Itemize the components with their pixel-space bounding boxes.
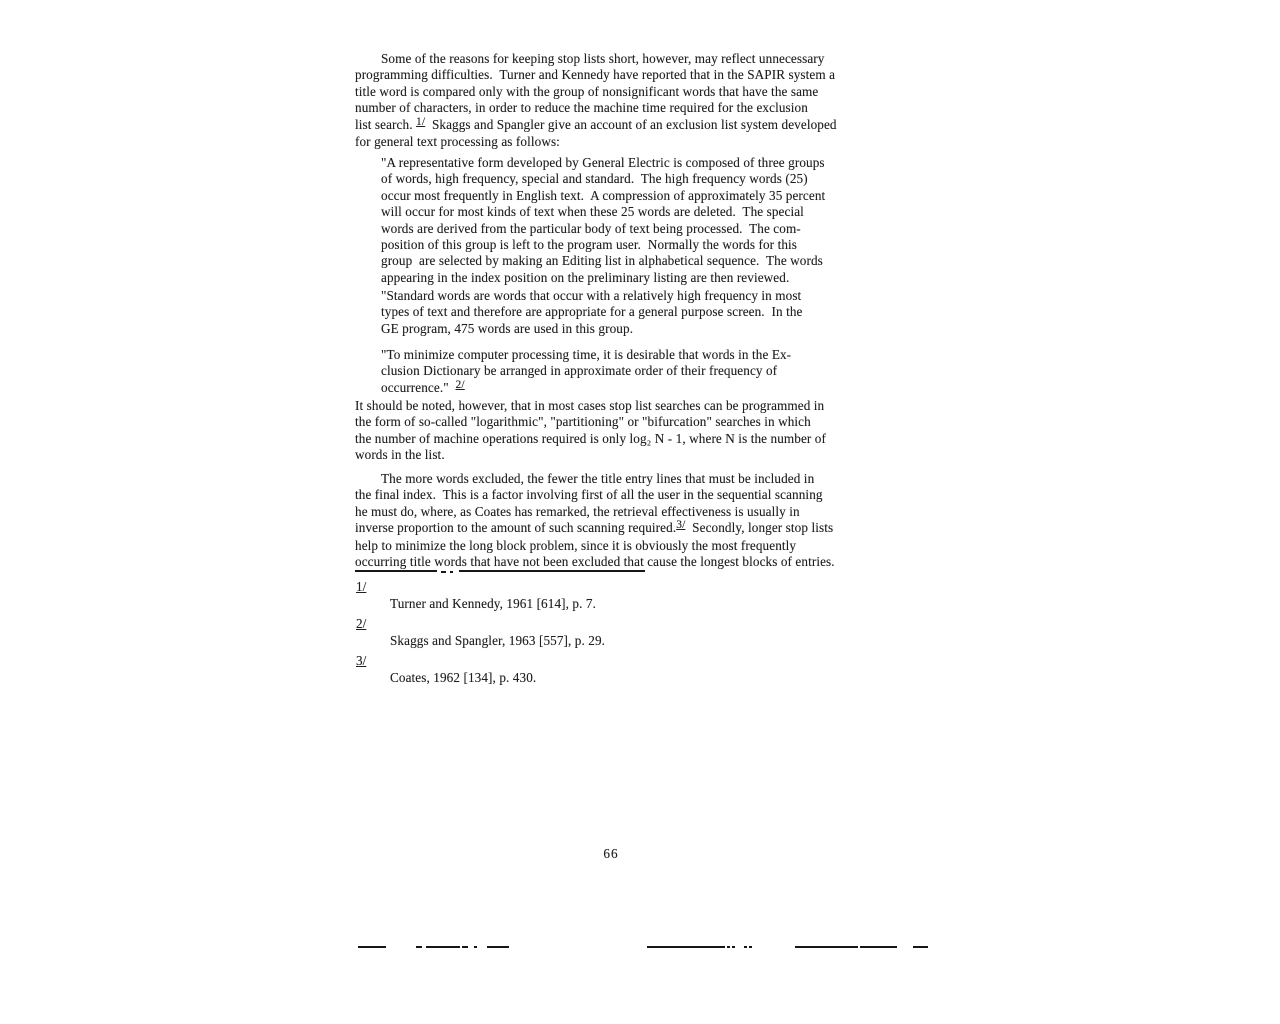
blockquote-2 bbox=[381, 288, 802, 337]
scan-artifact-line bbox=[913, 946, 928, 948]
text-line: number of characters, in order to reduce the machine time required for the exclusion bbox=[355, 100, 808, 116]
text-line: Some of the reasons for keeping stop lists short, however, may reflect unnecessary bbox=[381, 51, 825, 66]
footnote-ref-2: 2/ bbox=[455, 378, 465, 391]
scan-artifact-line bbox=[732, 946, 735, 948]
text-line: types of text and therefore are appropriate for a general purpose screen. In the bbox=[381, 304, 803, 320]
text-line: the number of machine operations required is only log₂ N - 1, where N is the number of bbox=[355, 430, 826, 446]
footnote-marker: 3/ bbox=[356, 653, 367, 668]
text-line: "Standard words are words that occur with a relatively high frequency in most bbox=[381, 288, 802, 303]
text-line: position of this group is left to the program user. Normally the words for this bbox=[381, 237, 798, 253]
blockquote-3 bbox=[381, 347, 791, 397]
text-line: programming difficulties. Turner and Kennedy have reported that in the SAPIR system a bbox=[355, 67, 836, 83]
text-line: It should be noted, however, that in most cases stop list searches can be programmed in bbox=[355, 398, 825, 413]
footnote-marker: 2/ bbox=[356, 616, 367, 631]
text-line: occurring title words that have not been excluded that cause the longest blocks of entries. bbox=[355, 554, 835, 570]
text-line bbox=[355, 117, 837, 134]
text-line: help to minimize the long block problem, since it is obviously the most frequently bbox=[355, 537, 797, 553]
text-segment: Secondly, longer stop lists bbox=[685, 520, 834, 536]
scan-artifact-line bbox=[416, 946, 422, 948]
footnote-2-text bbox=[390, 632, 605, 650]
footnote-ref-1: 1/ bbox=[416, 115, 426, 128]
scan-artifact-line bbox=[358, 946, 386, 948]
text-line bbox=[381, 380, 791, 397]
footnote-2-marker bbox=[356, 615, 366, 633]
text-line: he must do, where, as Coates has remarked, the retrieval effectiveness is usually in bbox=[355, 503, 800, 519]
text-segment: Skaggs and Spangler give an account of an exclusion list system developed bbox=[425, 116, 837, 132]
footnote-1-marker bbox=[356, 578, 366, 596]
text-line: the final index. This is a factor involving first of all the user in the sequential scanning bbox=[355, 487, 823, 503]
footnote-text: Coates, 1962 [134], p. 430. bbox=[390, 670, 537, 685]
scan-artifact-line bbox=[474, 946, 477, 948]
scan-artifact-line bbox=[795, 946, 858, 948]
paragraph-2 bbox=[355, 398, 826, 464]
paragraph-3 bbox=[355, 471, 835, 570]
text-line: the form of so-called "logarithmic", "partitioning" or "bifurcation" searches in which bbox=[355, 414, 811, 430]
text-line: The more words excluded, the fewer the title entry lines that must be included in bbox=[381, 471, 815, 486]
text-segment: list search. bbox=[355, 116, 416, 132]
text-line: occur most frequently in English text. A compression of approximately 35 percent bbox=[381, 187, 826, 203]
scan-artifact-line bbox=[749, 946, 752, 948]
text-line: "A representative form developed by General Electric is composed of three groups bbox=[381, 155, 825, 170]
scan-artifact-line bbox=[426, 946, 460, 948]
footnote-text: Turner and Kennedy, 1961 [614], p. 7. bbox=[390, 596, 596, 611]
text-line: for general text processing as follows: bbox=[355, 134, 560, 150]
text-line: will occur for most kinds of text when these 25 words are deleted. The special bbox=[381, 204, 804, 220]
text-line: "To minimize computer processing time, it is desirable that words in the Ex- bbox=[381, 347, 792, 362]
page-number: 66 bbox=[603, 846, 619, 861]
footnote-1-text bbox=[390, 595, 596, 613]
scan-artifact-line bbox=[744, 946, 747, 948]
text-line: words in the list. bbox=[355, 447, 445, 463]
footnote-ref-3: 3/ bbox=[676, 519, 686, 532]
footnote-3-text bbox=[390, 669, 536, 687]
text-segment: inverse proportion to the amount of such scanning required. bbox=[355, 520, 677, 536]
text-line: GE program, 475 words are used in this group. bbox=[381, 320, 634, 336]
scan-artifact-line bbox=[487, 946, 509, 948]
text-line: title word is compared only with the group of nonsignificant words that have the same bbox=[355, 83, 819, 99]
blockquote-1 bbox=[381, 155, 825, 286]
scan-artifact-line bbox=[462, 946, 468, 948]
scan-artifact-line bbox=[860, 946, 897, 948]
footnote-3-marker bbox=[356, 652, 366, 670]
text-line: appearing in the index position on the preliminary listing are then reviewed. bbox=[381, 269, 790, 285]
text-line: words are derived from the particular body of text being processed. The com- bbox=[381, 220, 801, 236]
footnote-marker: 1/ bbox=[356, 579, 367, 594]
text-segment: occurrence." bbox=[381, 379, 456, 395]
footnote-text: Skaggs and Spangler, 1963 [557], p. 29. bbox=[390, 633, 606, 648]
scan-artifact-line bbox=[647, 946, 725, 948]
text-line bbox=[355, 520, 835, 537]
text-line: of words, high frequency, special and standard. The high frequency words (25) bbox=[381, 171, 808, 187]
paragraph-1 bbox=[355, 51, 837, 150]
text-line: group are selected by making an Editing list in alphabetical sequence. The words bbox=[381, 253, 823, 269]
text-line: clusion Dictionary be arranged in approximate order of their frequency of bbox=[381, 363, 778, 379]
scan-artifact-line bbox=[727, 946, 730, 948]
